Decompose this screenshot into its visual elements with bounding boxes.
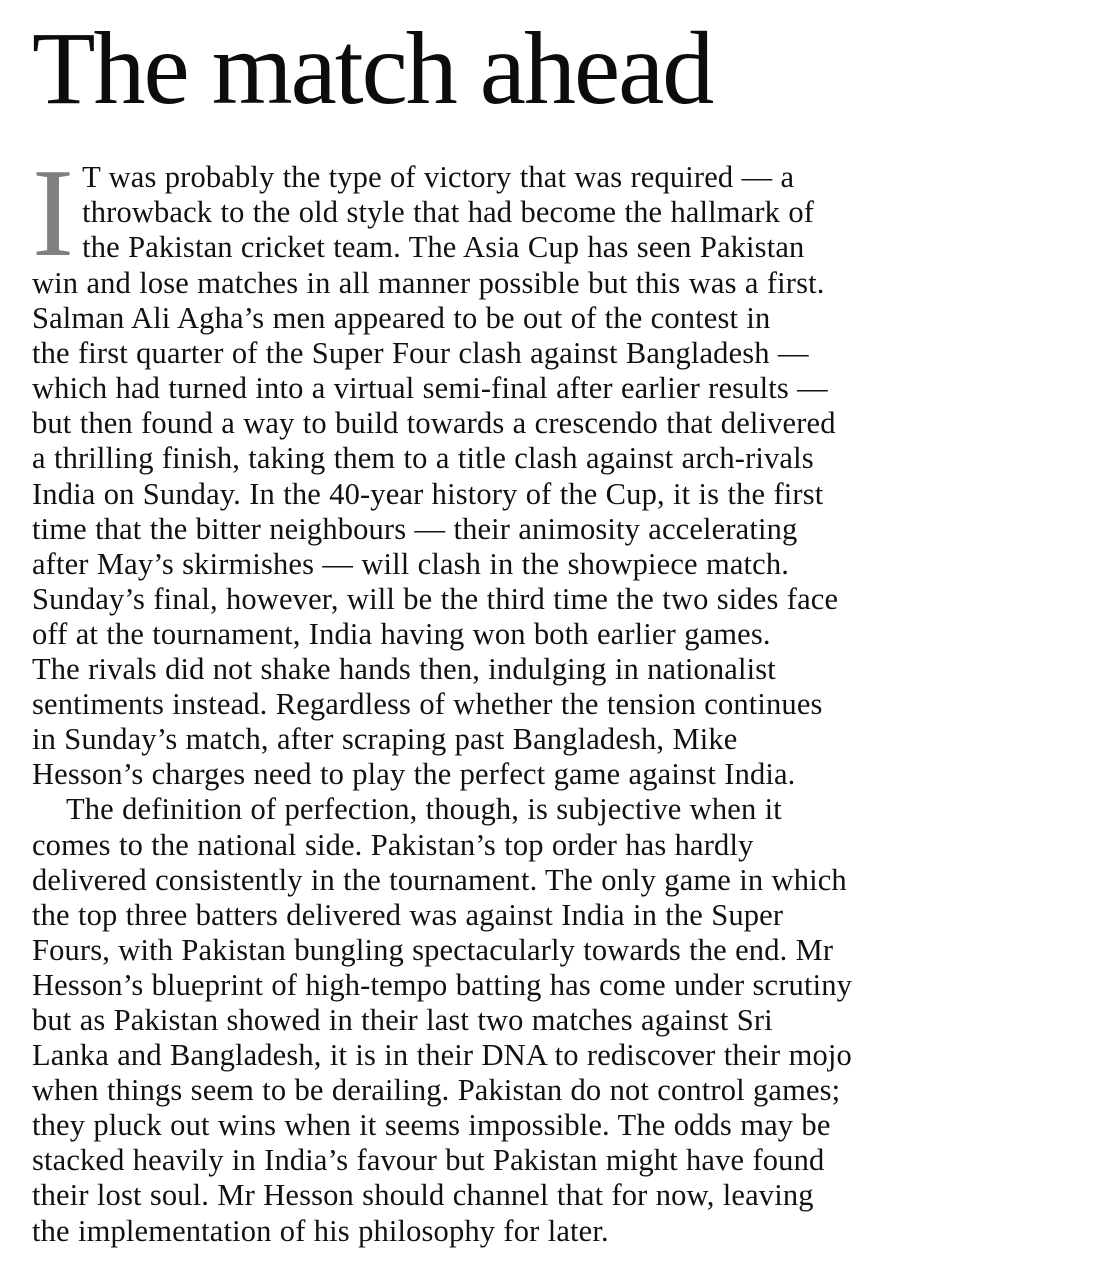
text-line: delivered consistently in the tournament. The only game in which <box>32 862 847 897</box>
text-line: off at the tournament, India having won both earlier games. <box>32 616 771 651</box>
text-line: comes to the national side. Pakistan’s top order has hardly <box>32 827 754 862</box>
text-line: the first quarter of the Super Four clash against Bangladesh — <box>32 336 809 371</box>
paragraph-2 <box>32 792 1082 1248</box>
headline: The match ahead <box>32 11 713 126</box>
text-line: T was probably the type of victory that was required — a <box>82 160 795 194</box>
text-line: a thrilling finish, taking them to a title clash against arch-rivals <box>32 441 814 476</box>
text-line: but as Pakistan showed in their last two matches against Sri <box>32 1002 773 1037</box>
editorial-article <box>32 11 1082 1249</box>
paragraph-1 <box>32 144 1082 792</box>
text-line: Lanka and Bangladesh, it is in their DNA to rediscover their mojo <box>32 1038 852 1073</box>
text-line: Salman Ali Agha’s men appeared to be out of the contest in <box>32 301 771 336</box>
text-line: Sunday’s final, however, will be the third time the two sides face <box>32 581 839 616</box>
text-line: India on Sunday. In the 40-year history of the Cup, it is the first <box>32 476 824 511</box>
text-line: time that the bitter neighbours — their animosity accelerating <box>32 511 798 546</box>
article-body <box>32 144 1082 1249</box>
text-line: but then found a way to build towards a crescendo that delivered <box>32 406 836 441</box>
text-line: the implementation of his philosophy for later. <box>32 1213 609 1248</box>
text-line: Fours, with Pakistan bungling spectacularly towards the end. Mr <box>32 932 834 967</box>
text-line: sentiments instead. Regardless of whether the tension continues <box>32 687 823 722</box>
text-line: stacked heavily in India’s favour but Pakistan might have found <box>32 1143 825 1178</box>
text-line: the top three batters delivered was against India in the Super <box>32 897 784 932</box>
text-line: their lost soul. Mr Hesson should channel that for now, leaving <box>32 1178 814 1213</box>
text-line: when things seem to be derailing. Pakistan do not control games; <box>32 1073 841 1108</box>
text-line: in Sunday’s match, after scraping past Bangladesh, Mike <box>32 722 738 757</box>
text-line: The definition of perfection, though, is subjective when it <box>66 792 782 827</box>
text-line: win and lose matches in all manner possible but this was a first. <box>32 266 825 300</box>
text-line: throwback to the old style that had become the hallmark of <box>82 195 815 230</box>
drop-cap: I <box>32 144 75 283</box>
text-line: which had turned into a virtual semi-final after earlier results — <box>32 371 828 406</box>
text-line: Hesson’s charges need to play the perfect game against India. <box>32 757 796 792</box>
text-line: they pluck out wins when it seems impossible. The odds may be <box>32 1108 831 1143</box>
text-line: Hesson’s blueprint of high-tempo batting has come under scrutiny <box>32 967 853 1002</box>
text-line: The rivals did not shake hands then, indulging in nationalist <box>32 652 776 687</box>
text-line: after May’s skirmishes — will clash in the showpiece match. <box>32 546 790 581</box>
text-line: the Pakistan cricket team. The Asia Cup has seen Pakistan <box>82 230 805 265</box>
